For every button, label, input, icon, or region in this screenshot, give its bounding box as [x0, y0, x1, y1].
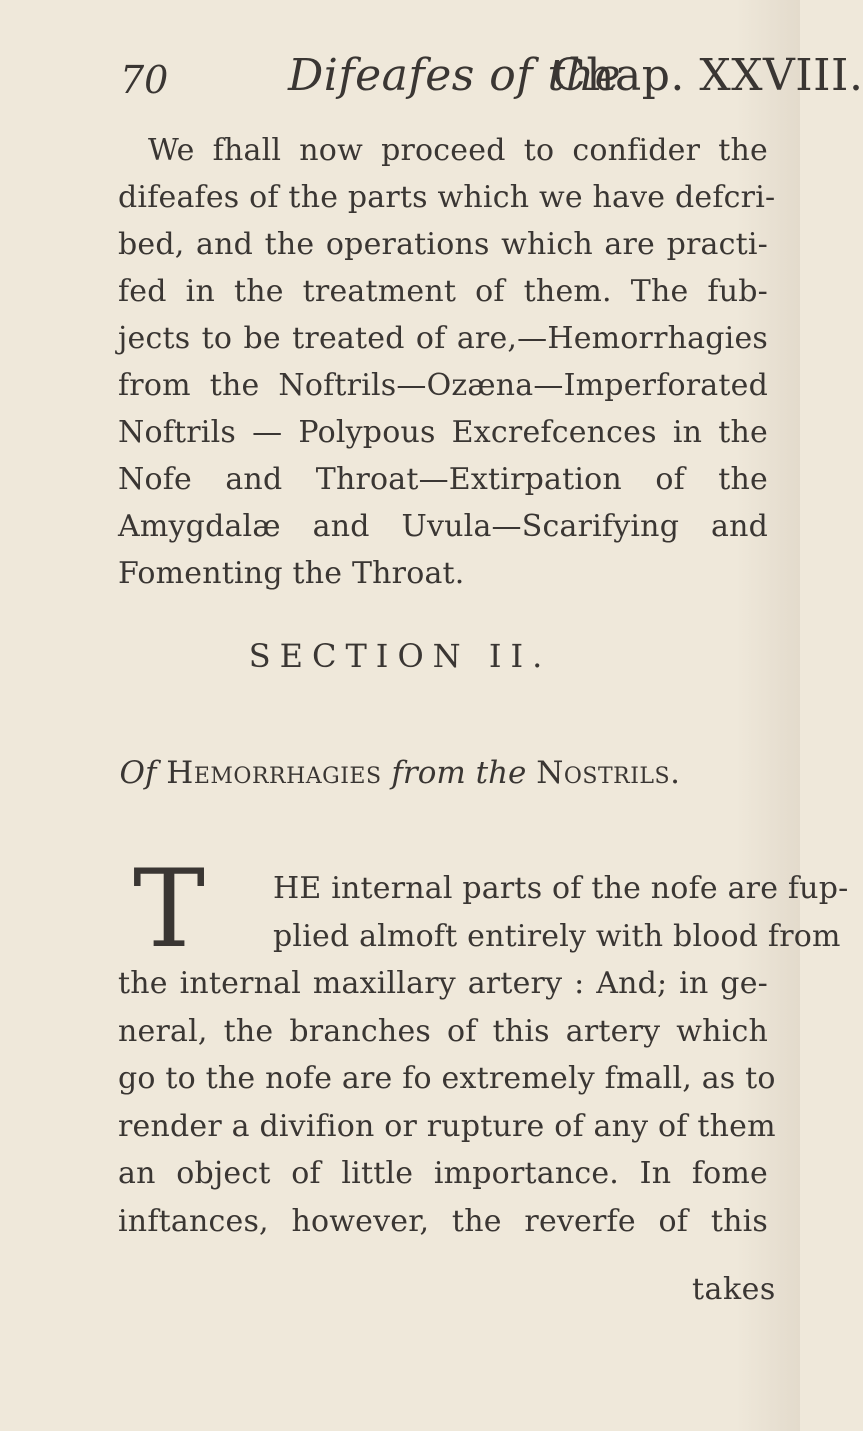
summary-line: jects to be treated of are,—Hemorrhagies — [118, 321, 768, 356]
running-head — [0, 50, 863, 110]
body-line: plied almoft entirely with blood from — [273, 918, 841, 954]
body-line: render a divifion or rupture of any of them — [118, 1108, 776, 1144]
subheading-prefix: Of — [119, 755, 157, 791]
drop-cap: T — [133, 847, 206, 972]
catchword: takes — [692, 1272, 776, 1307]
page-number: 70 — [120, 58, 169, 102]
body-line: HE internal parts of the nofe are fup- — [273, 871, 849, 906]
chapter-label: Chap. XXVIII. — [552, 50, 863, 101]
body-line: an object of little importance. In fome — [118, 1156, 768, 1191]
body-line: inftances, however, the reverfe of this — [118, 1203, 768, 1239]
summary-line: from the Noftrils—Ozæna—Imperforated — [118, 368, 768, 403]
summary-line: We fhall now proceed to confider the — [148, 133, 768, 168]
subheading-term-1: Hemorrhagies — [166, 755, 382, 791]
summary-line: bed, and the operations which are practi- — [118, 227, 768, 262]
section-heading: SECTION II. — [248, 637, 552, 675]
subheading-term-2: Nostrils. — [536, 755, 681, 791]
summary-line: Amygdalæ and Uvula—Scarifying and — [118, 509, 768, 544]
body-paragraph — [118, 865, 849, 1245]
body-line: neral, the branches of this artery which — [118, 1013, 768, 1049]
section-subheading — [0, 755, 800, 791]
summary-line: fed in the treatment of them. The fub- — [118, 274, 768, 309]
summary-line: Nofe and Throat—Extirpation of the — [118, 462, 768, 497]
subheading-mid: from the — [391, 755, 527, 791]
running-title: Difeafes of the — [288, 50, 622, 101]
chapter-summary — [118, 127, 776, 597]
body-line: the internal maxillary artery : And; in ge- — [118, 966, 768, 1001]
summary-line: Fomenting the Throat. — [118, 556, 465, 591]
body-line: go to the nofe are fo extremely fmall, as to — [118, 1061, 776, 1096]
summary-line: difeafes of the parts which we have defcri- — [118, 180, 776, 215]
summary-line: Noftrils — Polypous Excrefcences in the — [118, 415, 768, 450]
